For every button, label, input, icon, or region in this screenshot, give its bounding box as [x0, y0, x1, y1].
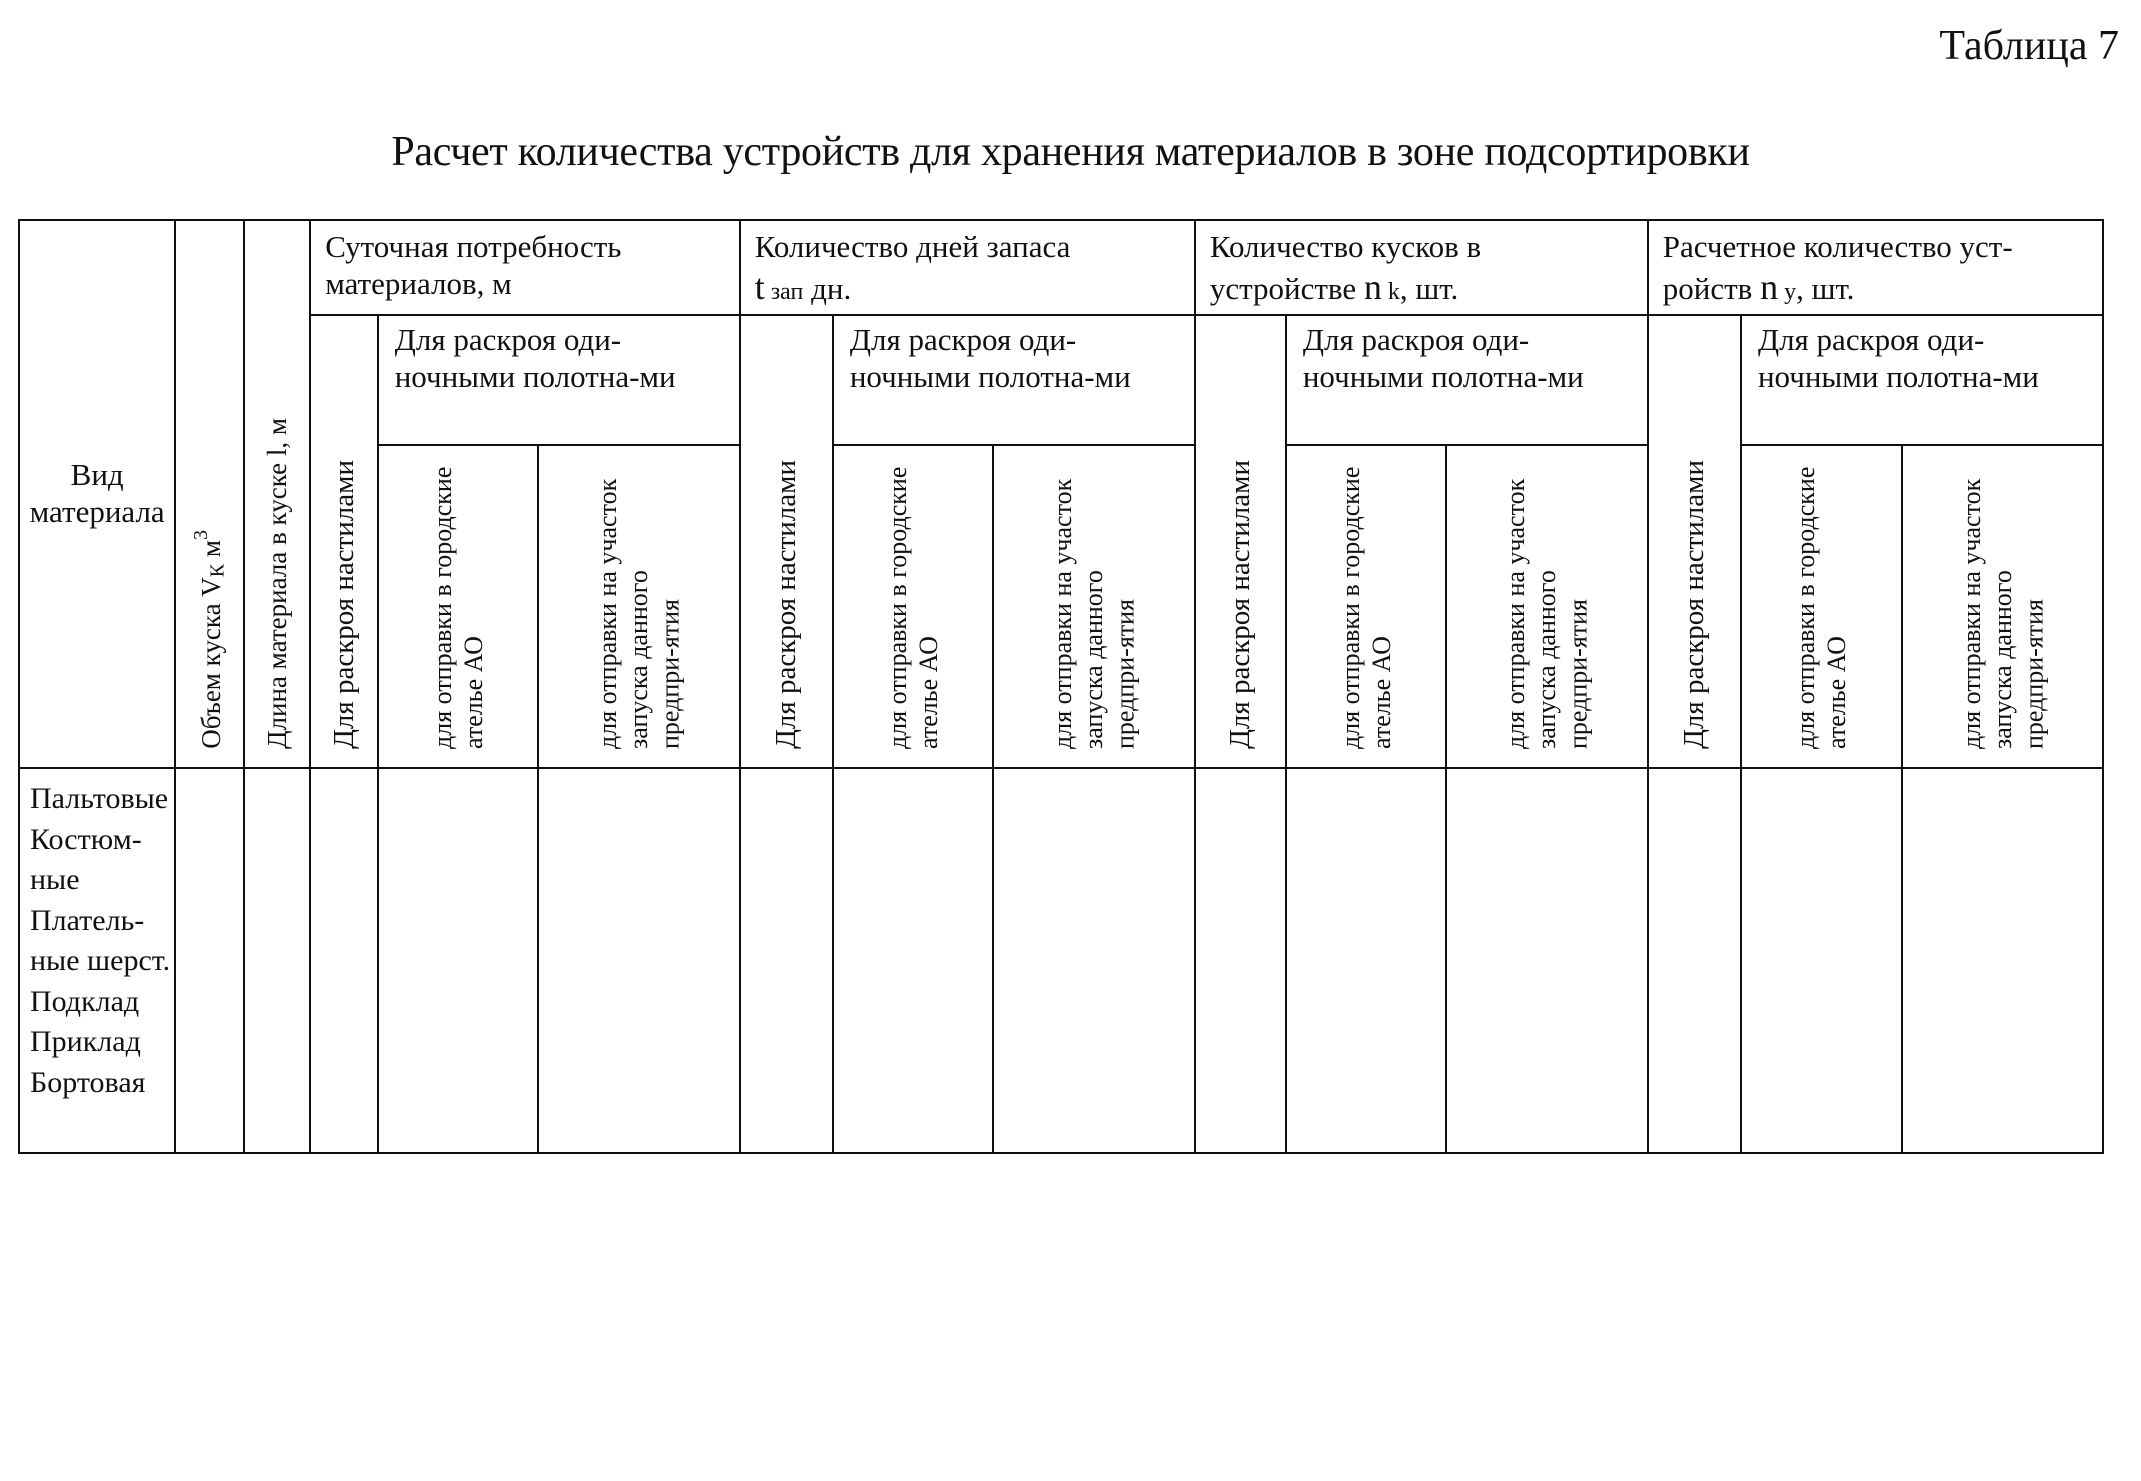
- group-header-line2: t зап дн.: [754, 266, 852, 307]
- city-header: для отправки в городские ателье АО: [427, 466, 489, 750]
- empty-cell: [1446, 768, 1647, 1153]
- empty-cell: [175, 768, 244, 1153]
- city-header-cell: [1286, 445, 1447, 768]
- spread-header-cell: [1648, 315, 1741, 768]
- single-cut-header: Для раскроя оди-ночными полотна-ми: [378, 315, 740, 445]
- group-header-daily-need: [310, 220, 739, 315]
- material-header: Вид материала: [29, 457, 165, 530]
- group-header-device-count: [1648, 220, 2103, 315]
- empty-cell: [244, 768, 310, 1153]
- empty-cell: [1286, 768, 1447, 1153]
- list-item: ные: [30, 863, 80, 897]
- spread-header: Для раскроя настилами: [769, 460, 802, 750]
- group-header-line1: Суточная потребность: [325, 229, 622, 264]
- group-header-line1: Расчетное количество уст-: [1662, 229, 2013, 264]
- spread-header-cell: [310, 315, 377, 768]
- group-header-line2: материалов, м: [325, 265, 512, 301]
- list-item: Подклад: [30, 984, 140, 1018]
- city-header-cell: [833, 445, 994, 768]
- group-header-line1: Количество дней запаса: [754, 229, 1071, 264]
- site-header-cell: [993, 445, 1194, 768]
- spread-header-cell: [740, 315, 833, 768]
- site-header: для отправки на участок запуска данного предпри-ятия: [1956, 478, 2048, 750]
- single-cut-header: Для раскроя оди-ночными полотна-ми: [1741, 315, 2103, 445]
- single-cut-header: Для раскроя оди-ночными полотна-ми: [1286, 315, 1648, 445]
- site-header-cell: [538, 445, 739, 768]
- spread-header: Для раскроя настилами: [1223, 460, 1256, 750]
- group-header-stock-days: [740, 220, 1195, 315]
- site-header: для отправки на участок запуска данного предпри-ятия: [1048, 478, 1140, 750]
- group-header-line2: ройств n у, шт.: [1662, 266, 1855, 307]
- city-header-cell: [1741, 445, 1902, 768]
- material-header-cell: [19, 220, 175, 768]
- storage-calculation-table: [18, 219, 2104, 1154]
- length-header: Длина материала в куске l, м: [261, 418, 292, 750]
- spread-header: Для раскроя настилами: [1677, 460, 1710, 750]
- table-number: Таблица 7: [1939, 23, 2119, 69]
- single-cut-header: Для раскроя оди-ночными полотна-ми: [833, 315, 1195, 445]
- city-header: для отправки в городские ателье АО: [1791, 466, 1852, 750]
- group-header-line1: Количество кусков в: [1209, 229, 1482, 264]
- city-header: для отправки в городские ателье АО: [1335, 466, 1397, 750]
- empty-cell: [1648, 768, 1741, 1153]
- spread-header: Для раскроя настилами: [327, 460, 360, 750]
- empty-cell: [740, 768, 833, 1153]
- volume-header-cell: [175, 220, 244, 768]
- spread-header-cell: [1195, 315, 1286, 768]
- material-list: [19, 768, 175, 1153]
- list-item: Бортовая: [30, 1065, 146, 1099]
- city-header-cell: [378, 445, 539, 768]
- site-header-cell: [1902, 445, 2103, 768]
- group-header-line2: устройстве n k, шт.: [1209, 266, 1459, 307]
- list-item: Костюм-: [30, 822, 142, 856]
- site-header-cell: [1446, 445, 1647, 768]
- city-header: для отправки в городские ателье АО: [882, 466, 944, 750]
- length-header-cell: [244, 220, 310, 768]
- site-header: для отправки на участок запуска данного предпри-ятия: [593, 478, 685, 750]
- group-header-pieces-per-device: [1195, 220, 1648, 315]
- list-item: Приклад: [30, 1025, 141, 1059]
- empty-cell: [1741, 768, 1902, 1153]
- table-title: Расчет количества устройств для хранения материалов в зоне подсортировки: [391, 129, 1750, 175]
- empty-cell: [378, 768, 539, 1153]
- list-item: Платель-: [30, 903, 145, 937]
- empty-cell: [538, 768, 739, 1153]
- empty-cell: [993, 768, 1194, 1153]
- empty-cell: [1195, 768, 1286, 1153]
- list-item: Пальтовые: [30, 782, 169, 816]
- table-row: [19, 768, 2103, 1153]
- volume-header: Объем куска $V_К$ $м^3$: [190, 530, 229, 750]
- list-item: ные шерст.: [30, 944, 171, 978]
- site-header: для отправки на участок запуска данного предпри-ятия: [1501, 478, 1593, 750]
- empty-cell: [833, 768, 994, 1153]
- empty-cell: [1902, 768, 2103, 1153]
- empty-cell: [310, 768, 377, 1153]
